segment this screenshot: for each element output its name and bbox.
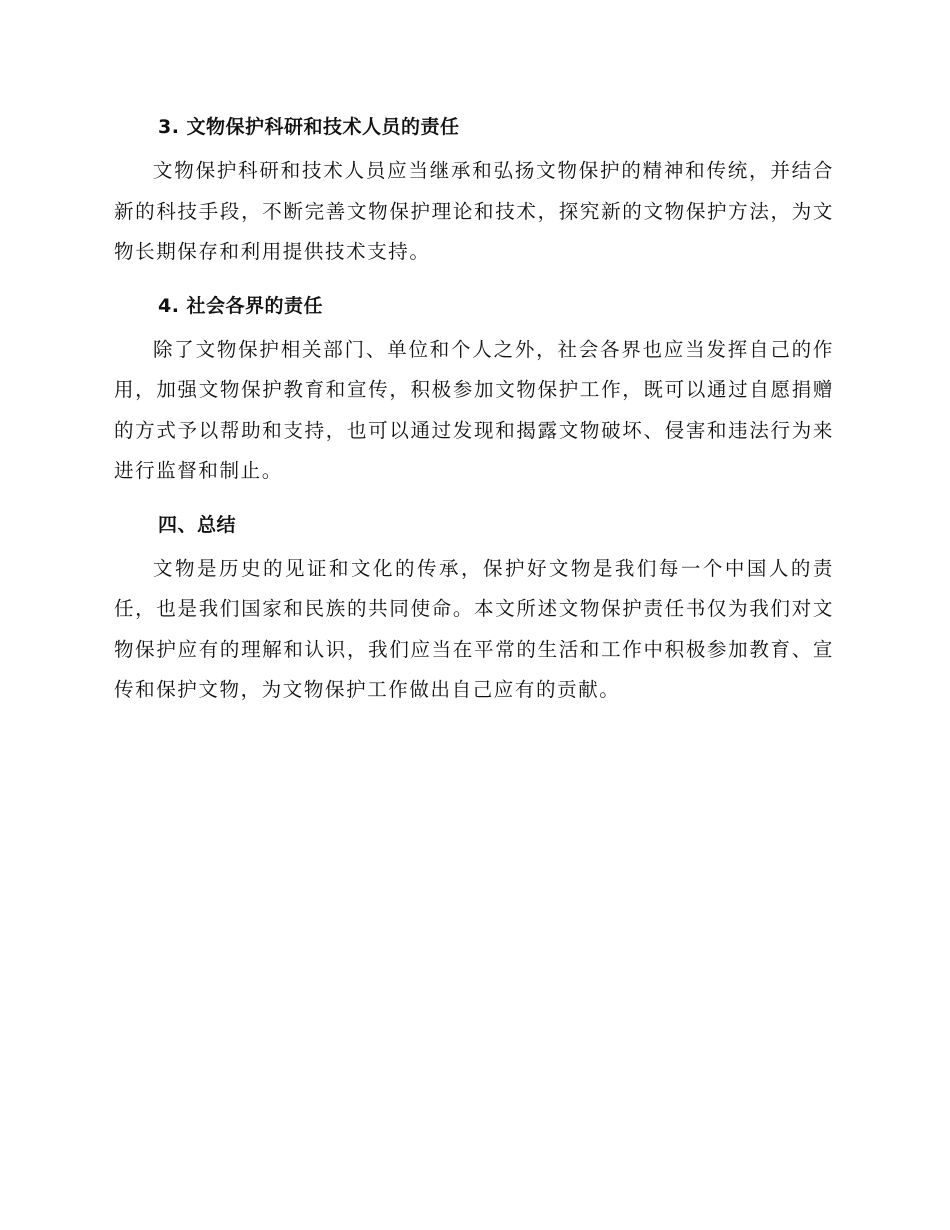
section-paragraph-summary: 文物是历史的见证和文化的传承，保护好文物是我们每一个中国人的责任，也是我们国家和民族的共同使命。本文所述文物保护责任书仅为我们对文物保护应有的理解和认识，我们应当在平常的生活和工作中积极参加教育、宣传和保护文物，为文物保护工作做出自己应有的贡献。 [114,556,834,701]
section-heading-society: 4. 社会各界的责任 [158,294,324,317]
section-paragraph-society: 除了文物保护相关部门、单位和个人之外，社会各界也应当发挥自己的作用，加强文物保护教育和宣传，积极参加文物保护工作，既可以通过自愿捐赠的方式予以帮助和支持，也可以通过发现和揭露文物破坏、侵害和违法行为来进行监督和制止。 [114,337,834,482]
document-body [114,112,834,711]
section-heading-summary: 四、总结 [158,513,237,536]
section-heading-scientific-staff: 3. 文物保护科研和技术人员的责任 [158,116,460,138]
section-paragraph-scientific-staff: 文物保护科研和技术人员应当继承和弘扬文物保护的精神和传统，并结合新的科技手段，不断完善文物保护理论和技术，探究新的文物保护方法，为文物长期保存和利用提供技术支持。 [114,159,834,263]
